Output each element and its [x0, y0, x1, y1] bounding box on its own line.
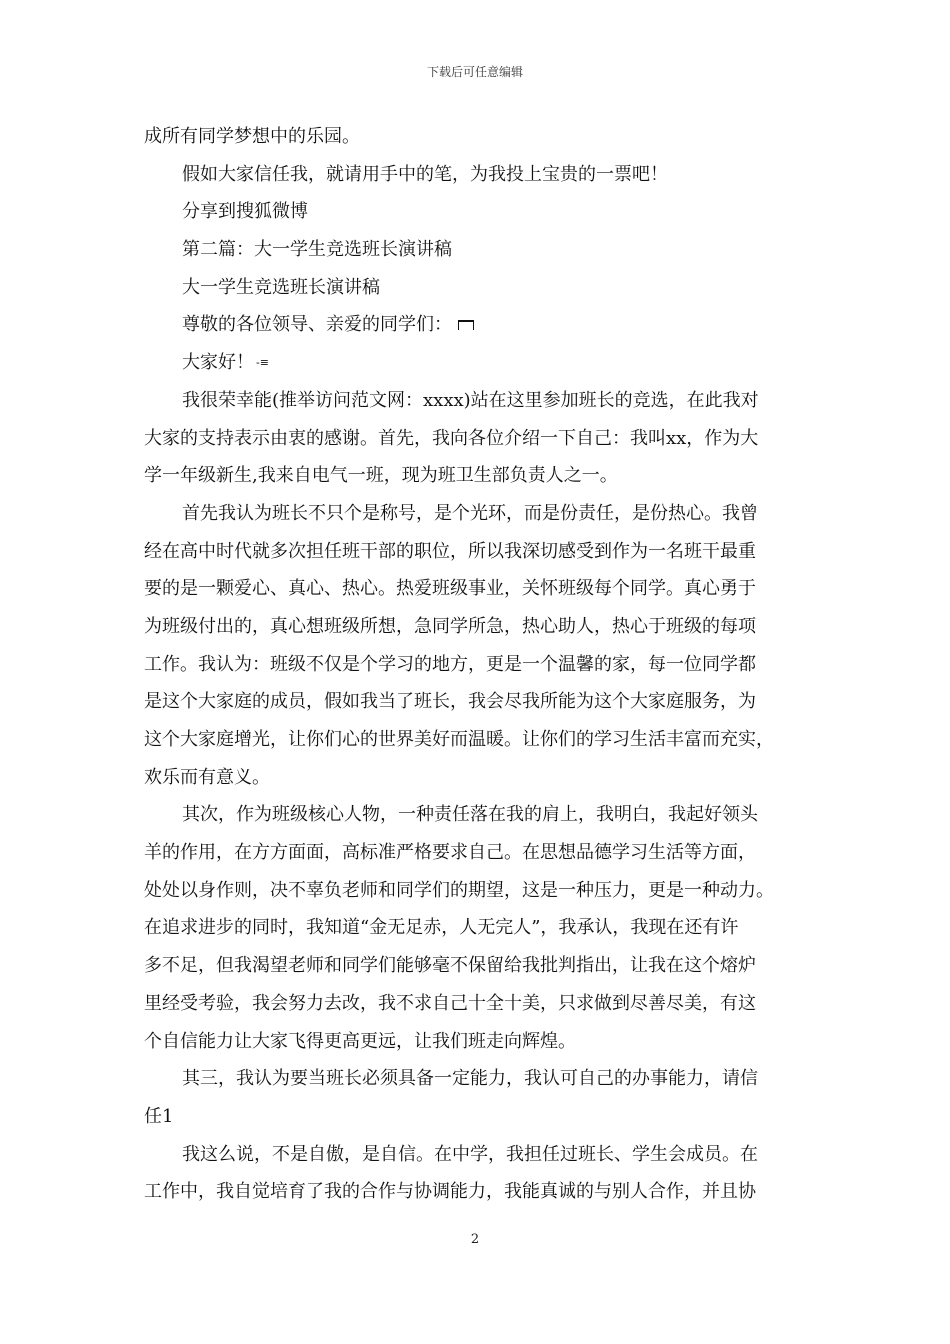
text-line: 其次，作为班级核心人物，一种责任落在我的肩上，我明白，我起好领头 [182, 804, 758, 826]
text-line-with-mark [144, 344, 808, 382]
text-line: 工作中，我自觉培育了我的合作与协调能力，我能真诚的与别人合作，并且协 [144, 1181, 756, 1203]
salutation-text: 尊敬的各位领导、亲爱的同学们： [182, 314, 452, 336]
text-line-with-mark [144, 306, 808, 344]
text-line: 其三，我认为要当班长必须具备一定能力，我认可自己的办事能力，请信 [182, 1068, 758, 1090]
text-line: 学一年级新生,我来自电气一班，现为班卫生部负责人之一。 [144, 465, 618, 487]
text-line: 假如大家信任我，就请用手中的笔，为我投上宝贵的一票吧！ [182, 163, 668, 185]
text-line: 经在高中时代就多次担任班干部的职位，所以我深切感受到作为一名班干最重 [144, 540, 756, 562]
text-line: 为班级付出的，真心想班级所想，急同学所急，热心助人，热心于班级的每项 [144, 615, 756, 637]
text-line: 这个大家庭增光，让你们心的世界美好而温暖。让你们的学习生活丰富而充实， [144, 729, 774, 750]
text-line: 第二篇：大一学生竞选班长演讲稿 [182, 239, 452, 261]
text-line: 大家的支持表示由衷的感谢。首先，我向各位介绍一下自己：我叫xx，作为大 [144, 427, 759, 449]
text-line: 分享到搜狐微博 [182, 201, 308, 223]
text-line: 我很荣幸能(推举访问范文网：xxxx)站在这里参加班长的竞选，在此我对 [182, 389, 759, 411]
text-line: 我这么说，不是自傲，是自信。在中学，我担任过班长、学生会成员。在 [182, 1143, 758, 1165]
document-body [144, 118, 808, 1211]
text-line: 大一学生竞选班长演讲稿 [182, 276, 380, 298]
text-line: 工作。我认为：班级不仅是个学习的地方，更是一个温馨的家，每一位同学都 [144, 653, 756, 675]
stray-bracket-mark [458, 320, 474, 330]
page-number: 2 [470, 1232, 480, 1247]
page-header: 下载后可任意编辑 [426, 65, 523, 79]
stray-glyph-mark: -≡ [256, 356, 269, 370]
greeting-text: 大家好！ [182, 352, 254, 374]
text-line: 成所有同学梦想中的乐园。 [144, 126, 360, 147]
text-line: 在追求进步的同时，我知道“金无足赤，人无完人”，我承认，我现在还有许 [144, 917, 739, 939]
text-line: 首先我认为班长不只个是称号，是个光环，而是份责任，是份热心。我曾 [182, 502, 758, 524]
text-line: 多不足，但我渴望老师和同学们能够毫不保留给我批判指出，让我在这个熔炉 [144, 955, 756, 977]
text-line: 羊的作用，在方方面面，高标准严格要求自己。在思想品德学习生活等方面， [144, 842, 756, 864]
text-line: 欢乐而有意义。 [144, 766, 270, 788]
text-line: 任1 [144, 1105, 174, 1127]
text-line: 要的是一颗爱心、真心、热心。热爱班级事业，关怀班级每个同学。真心勇于 [144, 578, 756, 600]
text-line: 是这个大家庭的成员，假如我当了班长，我会尽我所能为这个大家庭服务，为 [144, 691, 756, 713]
text-line: 里经受考验，我会努力去改，我不求自己十全十美，只求做到尽善尽美，有这 [144, 992, 756, 1014]
text-line: 个自信能力让大家飞得更高更远，让我们班走向辉煌。 [144, 1030, 576, 1052]
text-line: 处处以身作则，决不辜负老师和同学们的期望，这是一种压力，更是一种动力。 [144, 879, 774, 901]
